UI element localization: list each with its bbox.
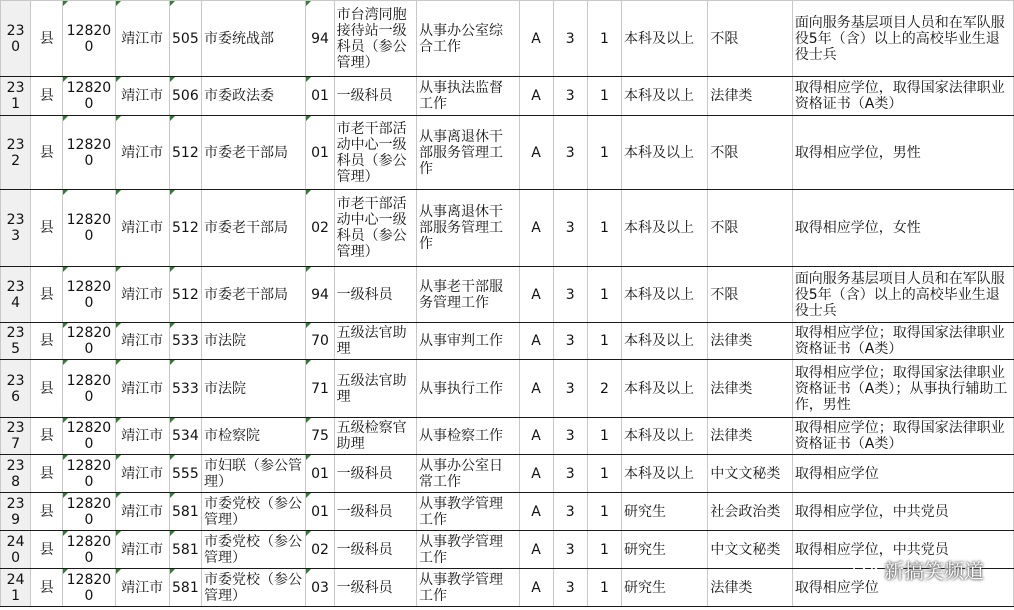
requirements-cell[interactable]: 取得相应学位；取得国家法律职业资格证书（A类） [792, 323, 1013, 360]
row-number-cell[interactable]: 235 [1, 323, 31, 360]
duty-cell[interactable]: 从事老干部服务管理工作 [417, 267, 520, 323]
row-number-cell[interactable]: 238 [1, 455, 31, 493]
position-code-cell[interactable]: 01 [306, 77, 334, 116]
table-row [1, 323, 1014, 360]
level-cell[interactable]: 县 [31, 1, 63, 77]
education-cell[interactable]: 本科及以上 [621, 418, 707, 455]
position-code-cell[interactable]: 02 [306, 190, 334, 267]
watermark [853, 555, 984, 584]
row-number-cell[interactable]: 241 [1, 569, 31, 607]
exam-type-cell[interactable]: 3 [553, 418, 587, 455]
city-cell[interactable]: 靖江市 [115, 323, 169, 360]
position-name-cell[interactable]: 五级检察官助理 [334, 418, 416, 455]
category-cell[interactable]: A [519, 531, 553, 569]
exam-type-cell[interactable]: 3 [553, 267, 587, 323]
requirements-cell[interactable]: 取得相应学位，男性 [792, 116, 1013, 190]
unit-code-cell[interactable]: 512 [169, 116, 201, 190]
city-cell[interactable]: 靖江市 [115, 116, 169, 190]
exam-type-cell[interactable]: 3 [553, 190, 587, 267]
row-number-cell[interactable]: 237 [1, 418, 31, 455]
exam-type-cell[interactable]: 3 [553, 116, 587, 190]
education-cell[interactable]: 本科及以上 [621, 77, 707, 116]
level-cell[interactable]: 县 [31, 190, 63, 267]
position-code-cell[interactable]: 75 [306, 418, 334, 455]
table-row [1, 190, 1014, 267]
exam-type-cell[interactable]: 3 [553, 493, 587, 531]
requirements-cell[interactable]: 取得相应学位 [792, 455, 1013, 493]
major-cell[interactable]: 法律类 [708, 418, 792, 455]
requirements-cell[interactable]: 取得相应学位；取得国家法律职业资格证书（A类）；从事执行辅助工作，男性 [792, 360, 1013, 418]
city-cell[interactable]: 靖江市 [115, 493, 169, 531]
major-cell[interactable]: 不限 [708, 190, 792, 267]
duty-cell[interactable]: 从事执行工作 [417, 360, 520, 418]
table-row [1, 360, 1014, 418]
unit-code-cell[interactable]: 581 [169, 569, 201, 607]
position-name-cell[interactable]: 一级科员 [334, 569, 416, 607]
unit-name-cell[interactable]: 市委党校（参公管理） [201, 493, 306, 531]
unit-code-cell[interactable]: 534 [169, 418, 201, 455]
watermark-text: 新搞笑频道 [884, 559, 984, 583]
city-cell[interactable]: 靖江市 [115, 569, 169, 607]
unit-name-cell[interactable]: 市委老干部局 [201, 267, 306, 323]
position-name-cell[interactable]: 市台湾同胞接待站一级科员（参公管理） [334, 1, 416, 77]
position-name-cell[interactable]: 五级法官助理 [334, 360, 416, 418]
category-cell[interactable]: A [519, 77, 553, 116]
major-cell[interactable]: 法律类 [708, 323, 792, 360]
city-cell[interactable]: 靖江市 [115, 455, 169, 493]
education-cell[interactable]: 本科及以上 [621, 323, 707, 360]
area-code-cell[interactable]: 128200 [63, 77, 115, 116]
category-cell[interactable]: A [519, 1, 553, 77]
unit-name-cell[interactable]: 市妇联（参公管理） [201, 455, 306, 493]
hire-count-cell[interactable]: 1 [587, 190, 621, 267]
position-code-cell[interactable]: 02 [306, 531, 334, 569]
area-code-cell[interactable]: 128200 [63, 531, 115, 569]
duty-cell[interactable]: 从事审判工作 [417, 323, 520, 360]
category-cell[interactable]: A [519, 569, 553, 607]
unit-code-cell[interactable]: 505 [169, 1, 201, 77]
position-code-cell[interactable]: 70 [306, 323, 334, 360]
position-name-cell[interactable]: 五级法官助理 [334, 323, 416, 360]
duty-cell[interactable]: 从事办公室日常工作 [417, 455, 520, 493]
area-code-cell[interactable]: 128200 [63, 360, 115, 418]
wechat-icon [853, 559, 879, 581]
position-code-cell[interactable]: 01 [306, 493, 334, 531]
requirements-cell[interactable]: 取得相应学位，女性 [792, 190, 1013, 267]
duty-cell[interactable]: 从事离退休干部服务管理工作 [417, 116, 520, 190]
city-cell[interactable]: 靖江市 [115, 360, 169, 418]
major-cell[interactable]: 法律类 [708, 569, 792, 607]
position-name-cell[interactable]: 一级科员 [334, 77, 416, 116]
level-cell[interactable]: 县 [31, 569, 63, 607]
major-cell[interactable]: 社会政治类 [708, 493, 792, 531]
row-number-cell[interactable]: 230 [1, 1, 31, 77]
position-code-cell[interactable]: 94 [306, 267, 334, 323]
position-code-cell[interactable]: 03 [306, 569, 334, 607]
hire-count-cell[interactable]: 1 [587, 267, 621, 323]
requirements-cell[interactable]: 取得相应学位，取得国家法律职业资格证书（A类） [792, 77, 1013, 116]
requirements-cell[interactable]: 面向服务基层项目人员和在军队服役5年（含）以上的高校毕业生退役士兵 [792, 1, 1013, 77]
duty-cell[interactable]: 从事离退休干部服务管理工作 [417, 190, 520, 267]
row-number-cell[interactable]: 233 [1, 190, 31, 267]
position-code-cell[interactable]: 01 [306, 455, 334, 493]
city-cell[interactable]: 靖江市 [115, 418, 169, 455]
position-code-cell[interactable]: 94 [306, 1, 334, 77]
unit-code-cell[interactable]: 581 [169, 493, 201, 531]
level-cell[interactable]: 县 [31, 531, 63, 569]
hire-count-cell[interactable]: 1 [587, 77, 621, 116]
city-cell[interactable]: 靖江市 [115, 267, 169, 323]
education-cell[interactable]: 研究生 [621, 493, 707, 531]
table-row [1, 418, 1014, 455]
category-cell[interactable]: A [519, 267, 553, 323]
unit-name-cell[interactable]: 市委党校（参公管理） [201, 531, 306, 569]
hire-count-cell[interactable]: 1 [587, 531, 621, 569]
unit-name-cell[interactable]: 市委统战部 [201, 1, 306, 77]
exam-type-cell[interactable]: 3 [553, 360, 587, 418]
row-number-cell[interactable]: 240 [1, 531, 31, 569]
city-cell[interactable]: 靖江市 [115, 77, 169, 116]
level-cell[interactable]: 县 [31, 455, 63, 493]
exam-type-cell[interactable]: 3 [553, 77, 587, 116]
area-code-cell[interactable]: 128200 [63, 1, 115, 77]
hire-count-cell[interactable]: 1 [587, 116, 621, 190]
area-code-cell[interactable]: 128200 [63, 323, 115, 360]
table-row [1, 77, 1014, 116]
unit-name-cell[interactable]: 市委政法委 [201, 77, 306, 116]
exam-type-cell[interactable]: 3 [553, 1, 587, 77]
major-cell[interactable]: 法律类 [708, 360, 792, 418]
education-cell[interactable]: 本科及以上 [621, 1, 707, 77]
table-row [1, 493, 1014, 531]
area-code-cell[interactable]: 128200 [63, 190, 115, 267]
education-cell[interactable]: 本科及以上 [621, 116, 707, 190]
major-cell[interactable]: 法律类 [708, 77, 792, 116]
area-code-cell[interactable]: 128200 [63, 493, 115, 531]
table-row [1, 267, 1014, 323]
hire-count-cell[interactable]: 1 [587, 569, 621, 607]
exam-type-cell[interactable]: 3 [553, 455, 587, 493]
table-row [1, 1, 1014, 77]
level-cell[interactable]: 县 [31, 116, 63, 190]
duty-cell[interactable]: 从事检察工作 [417, 418, 520, 455]
requirements-cell[interactable]: 面向服务基层项目人员和在军队服役5年（含）以上的高校毕业生退役士兵 [792, 267, 1013, 323]
level-cell[interactable]: 县 [31, 360, 63, 418]
category-cell[interactable]: A [519, 493, 553, 531]
hire-count-cell[interactable]: 1 [587, 323, 621, 360]
unit-code-cell[interactable]: 581 [169, 531, 201, 569]
position-name-cell[interactable]: 一级科员 [334, 267, 416, 323]
education-cell[interactable]: 研究生 [621, 531, 707, 569]
category-cell[interactable]: A [519, 360, 553, 418]
unit-code-cell[interactable]: 512 [169, 267, 201, 323]
major-cell[interactable]: 中文文秘类 [708, 455, 792, 493]
duty-cell[interactable]: 从事教学管理工作 [417, 531, 520, 569]
requirements-cell[interactable]: 取得相应学位；取得国家法律职业资格证书（A类） [792, 418, 1013, 455]
city-cell[interactable]: 靖江市 [115, 531, 169, 569]
unit-code-cell[interactable]: 533 [169, 360, 201, 418]
unit-code-cell[interactable]: 512 [169, 190, 201, 267]
duty-cell[interactable]: 从事执法监督工作 [417, 77, 520, 116]
major-cell[interactable]: 中文文秘类 [708, 531, 792, 569]
position-code-cell[interactable]: 01 [306, 116, 334, 190]
area-code-cell[interactable]: 128200 [63, 267, 115, 323]
requirements-cell[interactable]: 取得相应学位 [792, 569, 1013, 607]
hire-count-cell[interactable]: 1 [587, 493, 621, 531]
position-name-cell[interactable]: 市老干部活动中心一级科员（参公管理） [334, 116, 416, 190]
position-name-cell[interactable]: 一级科员 [334, 493, 416, 531]
unit-code-cell[interactable]: 555 [169, 455, 201, 493]
city-cell[interactable]: 靖江市 [115, 1, 169, 77]
area-code-cell[interactable]: 128200 [63, 418, 115, 455]
unit-name-cell[interactable]: 市检察院 [201, 418, 306, 455]
category-cell[interactable]: A [519, 455, 553, 493]
position-code-cell[interactable]: 71 [306, 360, 334, 418]
category-cell[interactable]: A [519, 116, 553, 190]
table-row [1, 455, 1014, 493]
unit-name-cell[interactable]: 市委老干部局 [201, 116, 306, 190]
row-number-cell[interactable]: 234 [1, 267, 31, 323]
row-number-cell[interactable]: 232 [1, 116, 31, 190]
table-row [1, 116, 1014, 190]
row-number-cell[interactable]: 236 [1, 360, 31, 418]
hire-count-cell[interactable]: 1 [587, 418, 621, 455]
level-cell[interactable]: 县 [31, 77, 63, 116]
category-cell[interactable]: A [519, 190, 553, 267]
area-code-cell[interactable]: 128200 [63, 116, 115, 190]
unit-name-cell[interactable]: 市法院 [201, 323, 306, 360]
level-cell[interactable]: 县 [31, 267, 63, 323]
education-cell[interactable]: 本科及以上 [621, 455, 707, 493]
education-cell[interactable]: 本科及以上 [621, 360, 707, 418]
level-cell[interactable]: 县 [31, 418, 63, 455]
category-cell[interactable]: A [519, 418, 553, 455]
position-name-cell[interactable]: 一级科员 [334, 455, 416, 493]
major-cell[interactable]: 不限 [708, 116, 792, 190]
unit-name-cell[interactable]: 市委老干部局 [201, 190, 306, 267]
requirements-cell[interactable]: 取得相应学位，中共党员 [792, 531, 1013, 569]
hire-count-cell[interactable]: 2 [587, 360, 621, 418]
exam-type-cell[interactable]: 3 [553, 569, 587, 607]
position-name-cell[interactable]: 一级科员 [334, 531, 416, 569]
unit-code-cell[interactable]: 533 [169, 323, 201, 360]
hire-count-cell[interactable]: 1 [587, 455, 621, 493]
unit-code-cell[interactable]: 506 [169, 77, 201, 116]
city-cell[interactable]: 靖江市 [115, 190, 169, 267]
education-cell[interactable]: 本科及以上 [621, 190, 707, 267]
area-code-cell[interactable]: 128200 [63, 455, 115, 493]
education-cell[interactable]: 研究生 [621, 569, 707, 607]
unit-name-cell[interactable]: 市法院 [201, 360, 306, 418]
exam-type-cell[interactable]: 3 [553, 531, 587, 569]
duty-cell[interactable]: 从事办公室综合工作 [417, 1, 520, 77]
area-code-cell[interactable]: 128200 [63, 569, 115, 607]
requirements-cell[interactable]: 取得相应学位，中共党员 [792, 493, 1013, 531]
level-cell[interactable]: 县 [31, 323, 63, 360]
position-name-cell[interactable]: 市老干部活动中心一级科员（参公管理） [334, 190, 416, 267]
hire-count-cell[interactable]: 1 [587, 1, 621, 77]
row-number-cell[interactable]: 239 [1, 493, 31, 531]
duty-cell[interactable]: 从事教学管理工作 [417, 493, 520, 531]
education-cell[interactable]: 本科及以上 [621, 267, 707, 323]
major-cell[interactable]: 不限 [708, 267, 792, 323]
level-cell[interactable]: 县 [31, 493, 63, 531]
category-cell[interactable]: A [519, 323, 553, 360]
major-cell[interactable]: 不限 [708, 1, 792, 77]
row-number-cell[interactable]: 231 [1, 77, 31, 116]
unit-name-cell[interactable]: 市委党校（参公管理） [201, 569, 306, 607]
exam-type-cell[interactable]: 3 [553, 323, 587, 360]
duty-cell[interactable]: 从事教学管理工作 [417, 569, 520, 607]
